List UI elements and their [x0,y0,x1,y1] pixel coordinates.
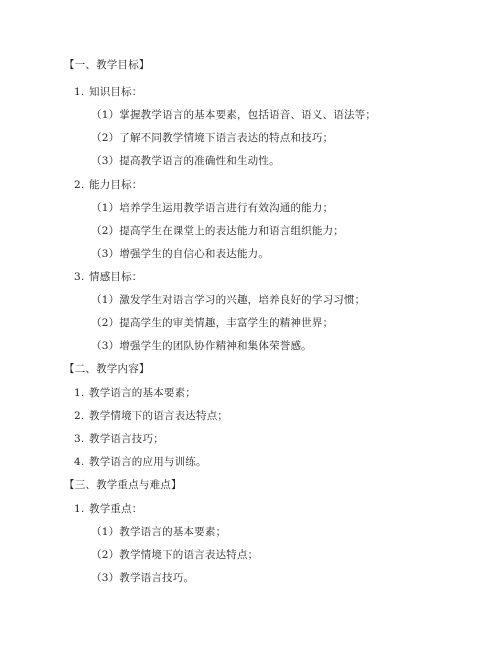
section-heading-goals: 【一、教学目标】 [64,59,150,71]
list-item-number: 1. [74,387,85,399]
sub-item: （2）教学情境下的语言表达特点； [91,549,259,561]
list-item-number: 2. [74,410,85,422]
list-item: 教学语言的基本要素； [89,387,196,399]
list-item-number: 3. [74,271,85,283]
list-item: 教学语言技巧； [89,433,164,445]
sub-item: （1）教学语言的基本要素； [91,526,227,538]
sub-item: （2）提高学生的审美情趣，丰富学生的精神世界； [91,317,334,329]
list-item: 教学语言的应用与训练。 [89,456,207,468]
list-item-ability-goal: 能力目标： [89,179,143,191]
list-item-teaching-focus: 教学重点： [89,503,143,515]
sub-item: （3）提高教学语言的准确性和生动性。 [91,155,280,167]
sub-item: （3）增强学生的自信心和表达能力。 [91,248,270,260]
list-item-knowledge-goal: 知识目标： [89,86,143,98]
sub-item: （3）教学语言技巧。 [91,572,195,584]
section-heading-key-points: 【三、教学重点与难点】 [64,479,182,491]
sub-item: （3）增强学生的团队协作精神和集体荣誉感。 [91,340,312,352]
list-item-number: 1. [74,86,85,98]
sub-item: （2）了解不同教学情境下语言表达的特点和技巧； [91,132,334,144]
sub-item: （2）提高学生在课堂上的表达能力和语言组织能力； [91,225,344,237]
list-item: 教学情境下的语言表达特点； [89,410,229,422]
list-item-number: 4. [74,456,85,468]
sub-item: （1）培养学生运用教学语言进行有效沟通的能力； [91,202,334,214]
section-heading-content: 【二、教学内容】 [64,363,150,375]
list-item-number: 1. [74,503,85,515]
sub-item: （1）掌握教学语言的基本要素，包括语音、语义、语法等； [91,109,377,121]
list-item-number: 3. [74,433,85,445]
list-item-number: 2. [74,179,85,191]
list-item-emotion-goal: 情感目标： [89,271,143,283]
sub-item: （1）激发学生对语言学习的兴趣，培养良好的学习习惯； [91,294,366,306]
